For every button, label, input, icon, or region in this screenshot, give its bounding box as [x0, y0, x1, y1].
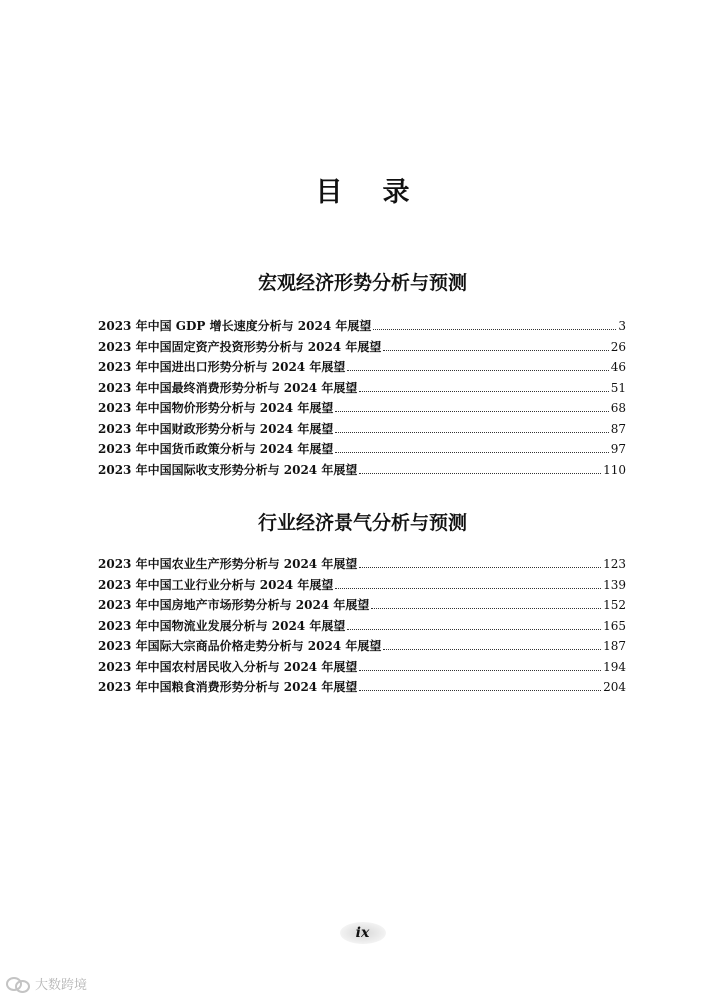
dot-leader [359, 689, 601, 691]
dot-leader [383, 349, 608, 351]
toc-entry[interactable] [98, 398, 626, 419]
dot-leader [383, 648, 601, 650]
toc-entry-page: 152 [603, 598, 626, 612]
toc-entry[interactable] [98, 595, 626, 616]
toc-entry[interactable] [98, 616, 626, 637]
toc-entry-label: 2023 年国际大宗商品价格走势分析与 2024 年展望 [98, 639, 382, 653]
toc-entry-page: 97 [610, 442, 626, 456]
toc-list-macro [98, 316, 626, 480]
dot-leader [371, 607, 601, 609]
dot-leader [373, 328, 616, 330]
toc-entry[interactable] [98, 316, 626, 337]
toc-entry-page: 3 [618, 319, 626, 333]
toc-entry-label: 2023 年中国财政形势分析与 2024 年展望 [98, 421, 334, 436]
toc-entry-label: 2023 年中国工业行业分析与 2024 年展望 [98, 577, 334, 592]
dot-leader [359, 390, 608, 392]
page-title: 目录 [315, 177, 450, 208]
toc-entry[interactable] [98, 419, 626, 440]
toc-entry[interactable] [98, 657, 626, 678]
watermark-text: 大数跨境 [35, 978, 88, 993]
toc-entry[interactable] [98, 636, 626, 657]
toc-entry[interactable] [98, 677, 626, 698]
dot-leader [335, 587, 601, 589]
toc-entry-label: 2023 年中国物价形势分析与 2024 年展望 [98, 401, 334, 415]
toc-entry[interactable] [98, 378, 626, 399]
toc-entry-label: 2023 年中国农村居民收入分析与 2024 年展望 [98, 659, 358, 674]
toc-entry-label: 2023 年中国最终消费形势分析与 2024 年展望 [98, 380, 358, 395]
toc-entry[interactable] [98, 554, 626, 575]
dot-leader [347, 628, 601, 630]
toc-entry-page: 68 [610, 401, 626, 415]
dot-leader [347, 369, 608, 371]
toc-entry[interactable] [98, 357, 626, 378]
toc-entry[interactable] [98, 337, 626, 358]
toc-entry-label: 2023 年中国粮食消费形势分析与 2024 年展望 [98, 680, 358, 694]
toc-entry-page: 26 [610, 339, 626, 354]
toc-entry-label: 2023 年中国固定资产投资形势分析与 2024 年展望 [98, 339, 382, 354]
toc-entry-label: 2023 年中国物流业发展分析与 2024 年展望 [98, 618, 346, 633]
toc-entry-label: 2023 年中国房地产市场形势分析与 2024 年展望 [98, 598, 370, 612]
dot-leader [335, 431, 608, 433]
toc-entry[interactable] [98, 439, 626, 460]
wechat-logo-icon [6, 976, 32, 992]
toc-entry-page: 110 [603, 462, 626, 477]
toc-entry-page: 51 [610, 380, 626, 395]
section-title-industry: 行业经济景气分析与预测 [257, 512, 467, 534]
toc-entry-label: 2023 年中国货币政策分析与 2024 年展望 [98, 442, 334, 456]
toc-entry[interactable] [98, 575, 626, 596]
toc-entry-label: 2023 年中国国际收支形势分析与 2024 年展望 [98, 462, 358, 477]
page-number: ix [355, 925, 370, 941]
toc-entry-label: 2023 年中国进出口形势分析与 2024 年展望 [98, 360, 346, 374]
dot-leader [359, 669, 601, 671]
toc-list-industry [98, 554, 626, 698]
toc-entry-page: 46 [610, 360, 626, 374]
section-title-macro: 宏观经济形势分析与预测 [257, 272, 467, 294]
toc-entry-page: 87 [610, 421, 626, 436]
dot-leader [335, 410, 608, 412]
toc-entry-page: 194 [603, 659, 626, 674]
toc-entry-page: 204 [603, 680, 626, 694]
toc-entry-page: 187 [603, 639, 626, 653]
dot-leader [335, 451, 608, 453]
toc-entry-label: 2023 年中国农业生产形势分析与 2024 年展望 [98, 557, 358, 571]
dot-leader [359, 566, 601, 568]
dot-leader [359, 472, 601, 474]
toc-entry-page: 165 [603, 618, 626, 633]
toc-entry[interactable] [98, 460, 626, 481]
toc-entry-label: 2023 年中国 GDP 增长速度分析与 2024 年展望 [98, 319, 372, 333]
toc-entry-page: 123 [603, 557, 626, 571]
watermark [6, 974, 87, 993]
toc-entry-page: 139 [603, 577, 626, 592]
